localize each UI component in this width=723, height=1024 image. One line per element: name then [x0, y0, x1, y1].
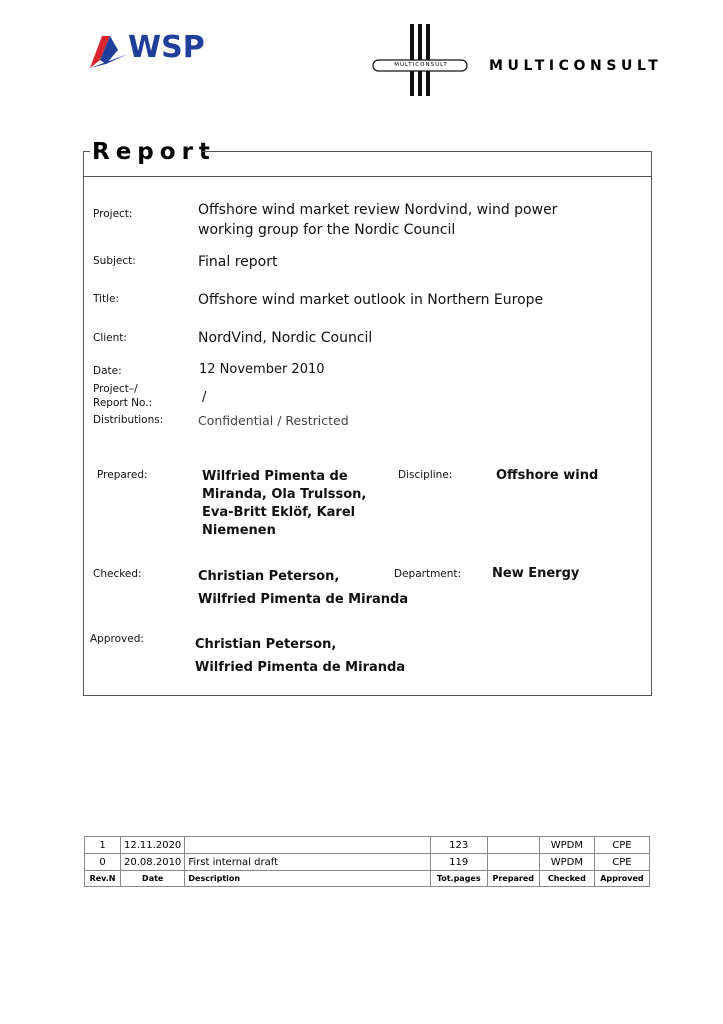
column-header: Prepared: [487, 871, 539, 887]
prepared-value: [202, 468, 366, 540]
prepared-line: Wilfried Pimenta de: [202, 469, 348, 484]
column-header: Approved: [594, 871, 649, 887]
prepared-cell: [487, 854, 539, 871]
project-no-value: /: [202, 390, 207, 405]
date-label: Date:: [93, 365, 122, 377]
description-cell: First internal draft: [185, 854, 430, 871]
column-header: Description: [185, 871, 430, 887]
distributions-value: Confidential / Restricted: [198, 413, 349, 428]
approved-line: Christian Peterson,: [195, 637, 337, 652]
approved-value: [195, 633, 405, 679]
prepared-line: Miranda, Ola Trulsson,: [202, 487, 367, 502]
wsp-logo-text: WSP: [128, 30, 205, 65]
report-heading: Report: [92, 139, 216, 165]
column-header: Rev.N: [85, 871, 121, 887]
project-value: Offshore wind market review Nordvind, wind power working group for the Nordic Council: [198, 202, 558, 238]
subject-value: Final report: [198, 254, 278, 270]
column-header: Date: [121, 871, 185, 887]
table-header-row: [85, 871, 650, 887]
report-no-label: Report No.:: [93, 397, 153, 409]
multiconsult-brand: MULTICONSULT: [489, 58, 663, 74]
multiconsult-seal: [372, 22, 470, 98]
approved-cell: CPE: [594, 837, 649, 854]
checked-line: Christian Peterson,: [198, 569, 340, 584]
multiconsult-seal-text: MULTICONSULT: [394, 62, 448, 68]
prepared-line: Eva-Britt Eklöf, Karel: [202, 505, 356, 520]
client-label: Client:: [93, 332, 127, 344]
table-row: [85, 837, 650, 854]
date-cell: 20.08.2010: [121, 854, 185, 871]
column-header: Checked: [539, 871, 594, 887]
rev-cell: 0: [85, 854, 121, 871]
approved-line: Wilfried Pimenta de Miranda: [195, 660, 406, 675]
rev-cell: 1: [85, 837, 121, 854]
wsp-logo: [88, 28, 218, 72]
prepared-cell: [487, 837, 539, 854]
wsp-chevron-icon: [88, 30, 128, 70]
title-value: Offshore wind market outlook in Northern Europe: [198, 292, 544, 308]
approved-label: Approved:: [90, 633, 144, 645]
column-header: Tot.pages: [430, 871, 487, 887]
date-value: 12 November 2010: [199, 362, 325, 377]
checked-value: [198, 565, 408, 611]
approved-cell: CPE: [594, 854, 649, 871]
department-value: New Energy: [492, 566, 580, 581]
distributions-label: Distributions:: [93, 414, 164, 426]
discipline-value: Offshore wind: [496, 468, 599, 483]
prepared-line: Niemenen: [202, 523, 276, 538]
checked-line: Wilfried Pimenta de Miranda: [198, 592, 409, 607]
subject-label: Subject:: [93, 255, 136, 267]
checked-cell: WPDM: [539, 837, 594, 854]
project-no-label: Project–/: [93, 383, 138, 395]
pages-cell: 123: [430, 837, 487, 854]
date-cell: 12.11.2020: [121, 837, 185, 854]
client-value: NordVind, Nordic Council: [198, 330, 373, 346]
frame-divider: [83, 176, 651, 177]
department-label: Department:: [394, 568, 462, 580]
checked-cell: WPDM: [539, 854, 594, 871]
pages-cell: 119: [430, 854, 487, 871]
table-row: [85, 854, 650, 871]
title-label: Title:: [93, 293, 120, 305]
discipline-label: Discipline:: [398, 469, 453, 481]
project-label: Project:: [93, 208, 133, 220]
prepared-label: Prepared:: [97, 469, 148, 481]
revision-table: [84, 836, 650, 887]
description-cell: [185, 837, 430, 854]
checked-label: Checked:: [93, 568, 142, 580]
